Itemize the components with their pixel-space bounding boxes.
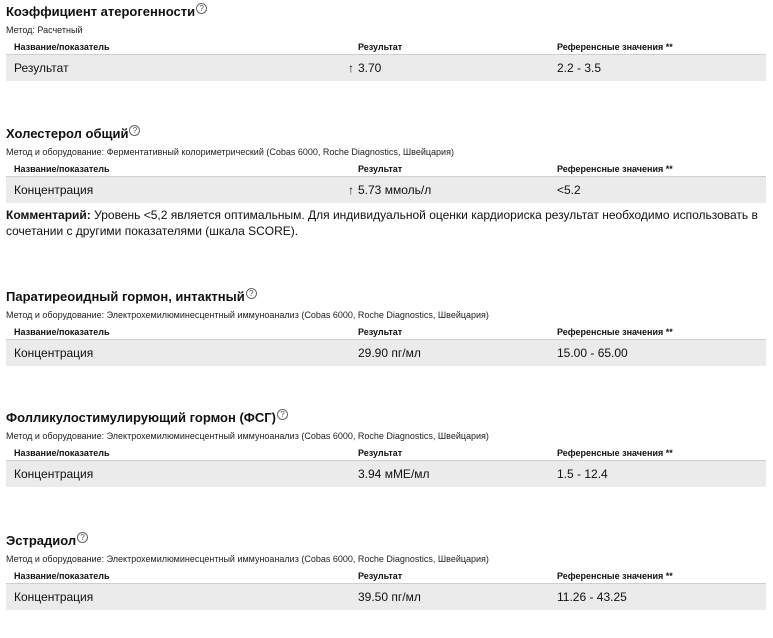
- header-result: Результат: [358, 42, 403, 52]
- row-reference: 11.26 - 43.25: [557, 590, 627, 604]
- table-row: [6, 460, 766, 487]
- table-header: [6, 40, 766, 54]
- section-title: [6, 410, 766, 426]
- header-result: Результат: [358, 327, 403, 337]
- help-icon[interactable]: ?: [246, 288, 257, 299]
- header-reference: Референсные значения **: [557, 327, 673, 337]
- section-parathyroid-hormone: [6, 289, 766, 366]
- table-header: [6, 569, 766, 583]
- section-title: [6, 4, 766, 20]
- method-text: Метод и оборудование: Электрохемилюминесцентный иммуноанализ (Cobas 6000, Roche Diagnostics, Швейцария): [6, 431, 489, 441]
- section-title: [6, 289, 766, 305]
- help-icon[interactable]: ?: [129, 125, 140, 136]
- header-name: Название/показатель: [14, 571, 110, 581]
- table-row: [6, 583, 766, 610]
- section-fsh: [6, 410, 766, 487]
- help-icon[interactable]: ?: [196, 3, 207, 14]
- header-reference: Референсные значения **: [557, 448, 673, 458]
- method-text: Метод и оборудование: Электрохемилюминесцентный иммуноанализ (Cobas 6000, Roche Diagnostics, Швейцария): [6, 310, 489, 320]
- row-result: 5.73 ммоль/л: [358, 183, 432, 197]
- row-result: 3.70: [358, 61, 382, 75]
- row-result: 3.94 мМЕ/мл: [358, 467, 430, 481]
- table-row: [6, 176, 766, 203]
- header-reference: Референсные значения **: [557, 571, 673, 581]
- comment-label: Комментарий:: [6, 208, 91, 222]
- section-title-text: Холестерол общий: [6, 126, 129, 141]
- header-reference: Референсные значения **: [557, 42, 673, 52]
- section-title: [6, 126, 766, 142]
- table-row: [6, 339, 766, 366]
- section-title-text: Коэффициент атерогенности: [6, 4, 196, 19]
- row-name: Концентрация: [14, 346, 94, 360]
- table-header: [6, 325, 766, 339]
- arrow-up-icon: ↑: [348, 183, 354, 197]
- header-result: Результат: [358, 448, 403, 458]
- section-atherogenic-index: [6, 4, 766, 81]
- row-name: Концентрация: [14, 183, 94, 197]
- row-reference: 2.2 - 3.5: [557, 61, 602, 75]
- header-result: Результат: [358, 571, 403, 581]
- section-total-cholesterol: [6, 126, 766, 239]
- row-reference: 15.00 - 65.00: [557, 346, 628, 360]
- section-title-text: Фолликулостимулирующий гормон (ФСГ): [6, 410, 276, 425]
- row-reference: <5.2: [557, 183, 581, 197]
- header-reference: Референсные значения **: [557, 164, 673, 174]
- header-name: Название/показатель: [14, 448, 110, 458]
- header-result: Результат: [358, 164, 403, 174]
- section-title: [6, 533, 766, 549]
- comment: [6, 207, 766, 239]
- row-name: Концентрация: [14, 467, 94, 481]
- section-title-text: Эстрадиол: [6, 533, 77, 548]
- method-text: Метод: Расчетный: [6, 25, 83, 35]
- row-name: Концентрация: [14, 590, 94, 604]
- row-reference: 1.5 - 12.4: [557, 467, 608, 481]
- row-result: 29.90 пг/мл: [358, 346, 421, 360]
- method-text: Метод и оборудование: Ферментативный колориметрический (Cobas 6000, Roche Diagnostics, Швейцария): [6, 147, 454, 157]
- help-icon[interactable]: ?: [77, 532, 88, 543]
- help-icon[interactable]: ?: [277, 409, 288, 420]
- section-title-text: Паратиреоидный гормон, интактный: [6, 289, 245, 304]
- header-name: Название/показатель: [14, 327, 110, 337]
- table-header: [6, 446, 766, 460]
- arrow-up-icon: ↑: [348, 61, 354, 75]
- header-name: Название/показатель: [14, 164, 110, 174]
- comment-text: Уровень <5,2 является оптимальным. Для индивидуальной оценки кардиориска результат необходимо использовать в сочетании с другими показателями (шкала SCORE).: [6, 208, 758, 238]
- table-header: [6, 162, 766, 176]
- section-estradiol: [6, 533, 766, 610]
- header-name: Название/показатель: [14, 42, 110, 52]
- row-name: Результат: [14, 61, 69, 75]
- table-row: [6, 54, 766, 81]
- row-result: 39.50 пг/мл: [358, 590, 421, 604]
- method-text: Метод и оборудование: Электрохемилюминесцентный иммуноанализ (Cobas 6000, Roche Diagnostics, Швейцария): [6, 554, 489, 564]
